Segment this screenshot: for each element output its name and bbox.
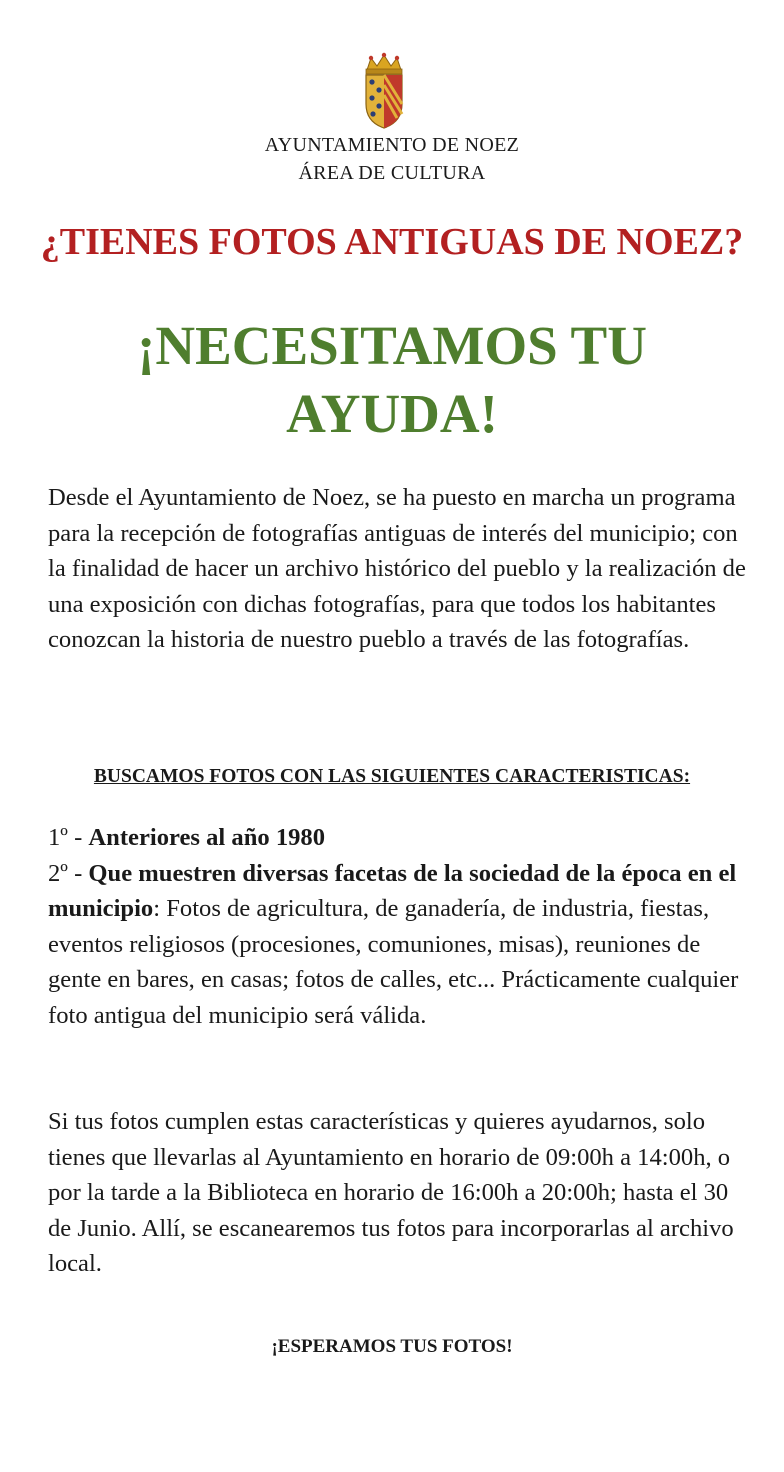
criteria-title: BUSCAMOS FOTOS CON LAS SIGUIENTES CARACTERISTICAS: bbox=[93, 766, 691, 787]
criteria-item-1-number: 1º - bbox=[48, 824, 89, 851]
criteria-item-2-number: 2º - bbox=[48, 859, 89, 887]
organization-name: AYUNTAMIENTO DE NOEZ bbox=[264, 134, 520, 156]
intro-paragraph: Desde el Ayuntamiento de Noez, se ha puesto en marcha un programa para la recepción de fotografías antiguas de interés del municipio; con la finalidad de hacer un archivo histórico del pueblo y la realización de una exposición con dichas fotografías, para que todos los habitantes conozcan la historia de nuestro pueblo a través de las fotografías. bbox=[48, 484, 746, 654]
criteria-item-1 bbox=[48, 820, 748, 856]
department-name: ÁREA DE CULTURA bbox=[298, 162, 486, 184]
criteria-item-2-heading: Que muestren diversas facetas de la sociedad de la época en el municipio bbox=[48, 859, 737, 923]
criteria-list bbox=[48, 820, 748, 1034]
criteria-item-2-text: : Fotos de agricultura, de ganadería, de industria, fiestas, eventos religiosos (procesiones, comuniones, misas), reuniones de gente en bares, en casas; fotos de calles, etc... Prácticamente cualquier foto antigua del municipio será válida. bbox=[48, 895, 739, 1029]
instructions-paragraph: Si tus fotos cumplen estas características y quieres ayudarnos, solo tienes que llevarlas al Ayuntamiento en horario de 09:00h a 14:00h, o por la tarde a la Biblioteca en horario de 16:00h a 20:00h; hasta el 30 de Junio. Allí, se escanearemos tus fotos para incorporarlas al archivo local. bbox=[48, 1108, 734, 1278]
headline-question: ¿TIENES FOTOS ANTIGUAS DE NOEZ? bbox=[40, 221, 744, 263]
criteria-item-1-text: Anteriores al año 1980 bbox=[88, 824, 326, 851]
headline-call-to-action: ¡NECESITAMOS TU AYUDA! bbox=[137, 315, 647, 444]
criteria-item-2 bbox=[48, 856, 748, 1034]
closing-line: ¡ESPERAMOS TUS FOTOS! bbox=[271, 1336, 513, 1357]
coat-of-arms-icon bbox=[361, 52, 407, 130]
